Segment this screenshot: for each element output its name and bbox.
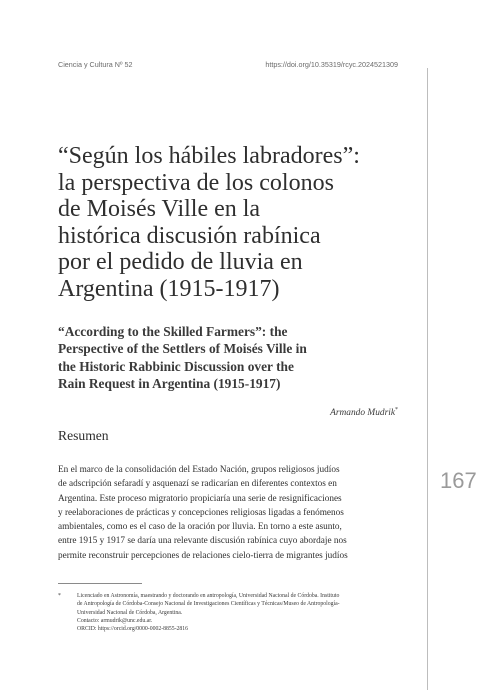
abstract-body [58,463,398,563]
footnote-text [77,592,403,633]
title-es-line: la perspectiva de los colonos [58,169,334,196]
footnote-line: Universidad Nacional de Córdoba, Argentina. [77,609,183,616]
abstract-line: y reelaboraciones de prácticas y concepciones religiosas ligadas a fenómenos [58,507,344,518]
abstract-line: En el marco de la consolidación del Estado Nación, grupos religiosos judíos [58,465,340,475]
abstract-heading: Resumen [58,428,109,443]
author-footnote [58,592,403,633]
abstract-line: ambientales, como es el caso de la oración por lluvia. En torno a este asunto, [58,522,342,532]
title-en-line: “According to the Skilled Farmers”: the [58,324,288,339]
title-english [58,323,398,393]
title-en-line: the Historic Rabbinic Discussion over the [58,358,294,374]
author-name: Armando Mudrik [330,408,395,419]
footnote-contact[interactable]: Contacto: armudrik@unc.edu.ar. [77,617,153,624]
abstract-line: permite reconstruir percepciones de relaciones cielo-tierra de migrantes judíos [58,550,348,561]
abstract-line: entre 1915 y 1917 se daría una relevante discusión rabínica cuyo abordaje nos [58,536,347,547]
abstract-line: Argentina. Este proceso migratorio propiciaría una serie de resignificaciones [58,493,342,504]
page-number: 167 [440,468,477,493]
doi-link[interactable]: https://doi.org/10.35319/rcyc.2024521309 [265,60,398,69]
title-en-line: Rain Request in Argentina (1915-1917) [58,376,281,392]
title-spanish [58,143,408,302]
title-en-line: Perspective of the Settlers of Moisés Ville in [58,341,307,357]
title-es-line: Argentina (1915-1917) [58,275,280,302]
abstract-line: de adscripción sefaradí y asquenazí se radicarían en diferentes contextos en [58,479,337,490]
footnote-orcid[interactable]: ORCID: https://orcid.org/0000-0002-8855-2816 [77,626,189,633]
title-es-line: “Según los hábiles labradores”: [58,143,360,169]
author-byline [330,407,398,418]
title-es-line: histórica discusión rabínica [58,222,321,249]
author-footnote-mark[interactable]: * [395,407,398,413]
footnote-line: Licenciado en Astronomía, maestrando y doctorando en antropología, Universidad Nacional de Córdoba. Instituto [77,593,340,599]
journal-name: Ciencia y Cultura Nº 52 [58,60,133,69]
title-es-line: por el pedido de lluvia en [58,249,303,275]
margin-rule [427,68,428,690]
footnote-line: de Antropología de Córdoba-Consejo Nacional de Investigaciones Científicas y Técnicas/Museo de Antropología- [77,601,340,608]
footnote-separator [58,583,142,584]
footnote-mark: * [58,593,61,599]
title-es-line: de Moisés Ville en la [58,196,261,222]
